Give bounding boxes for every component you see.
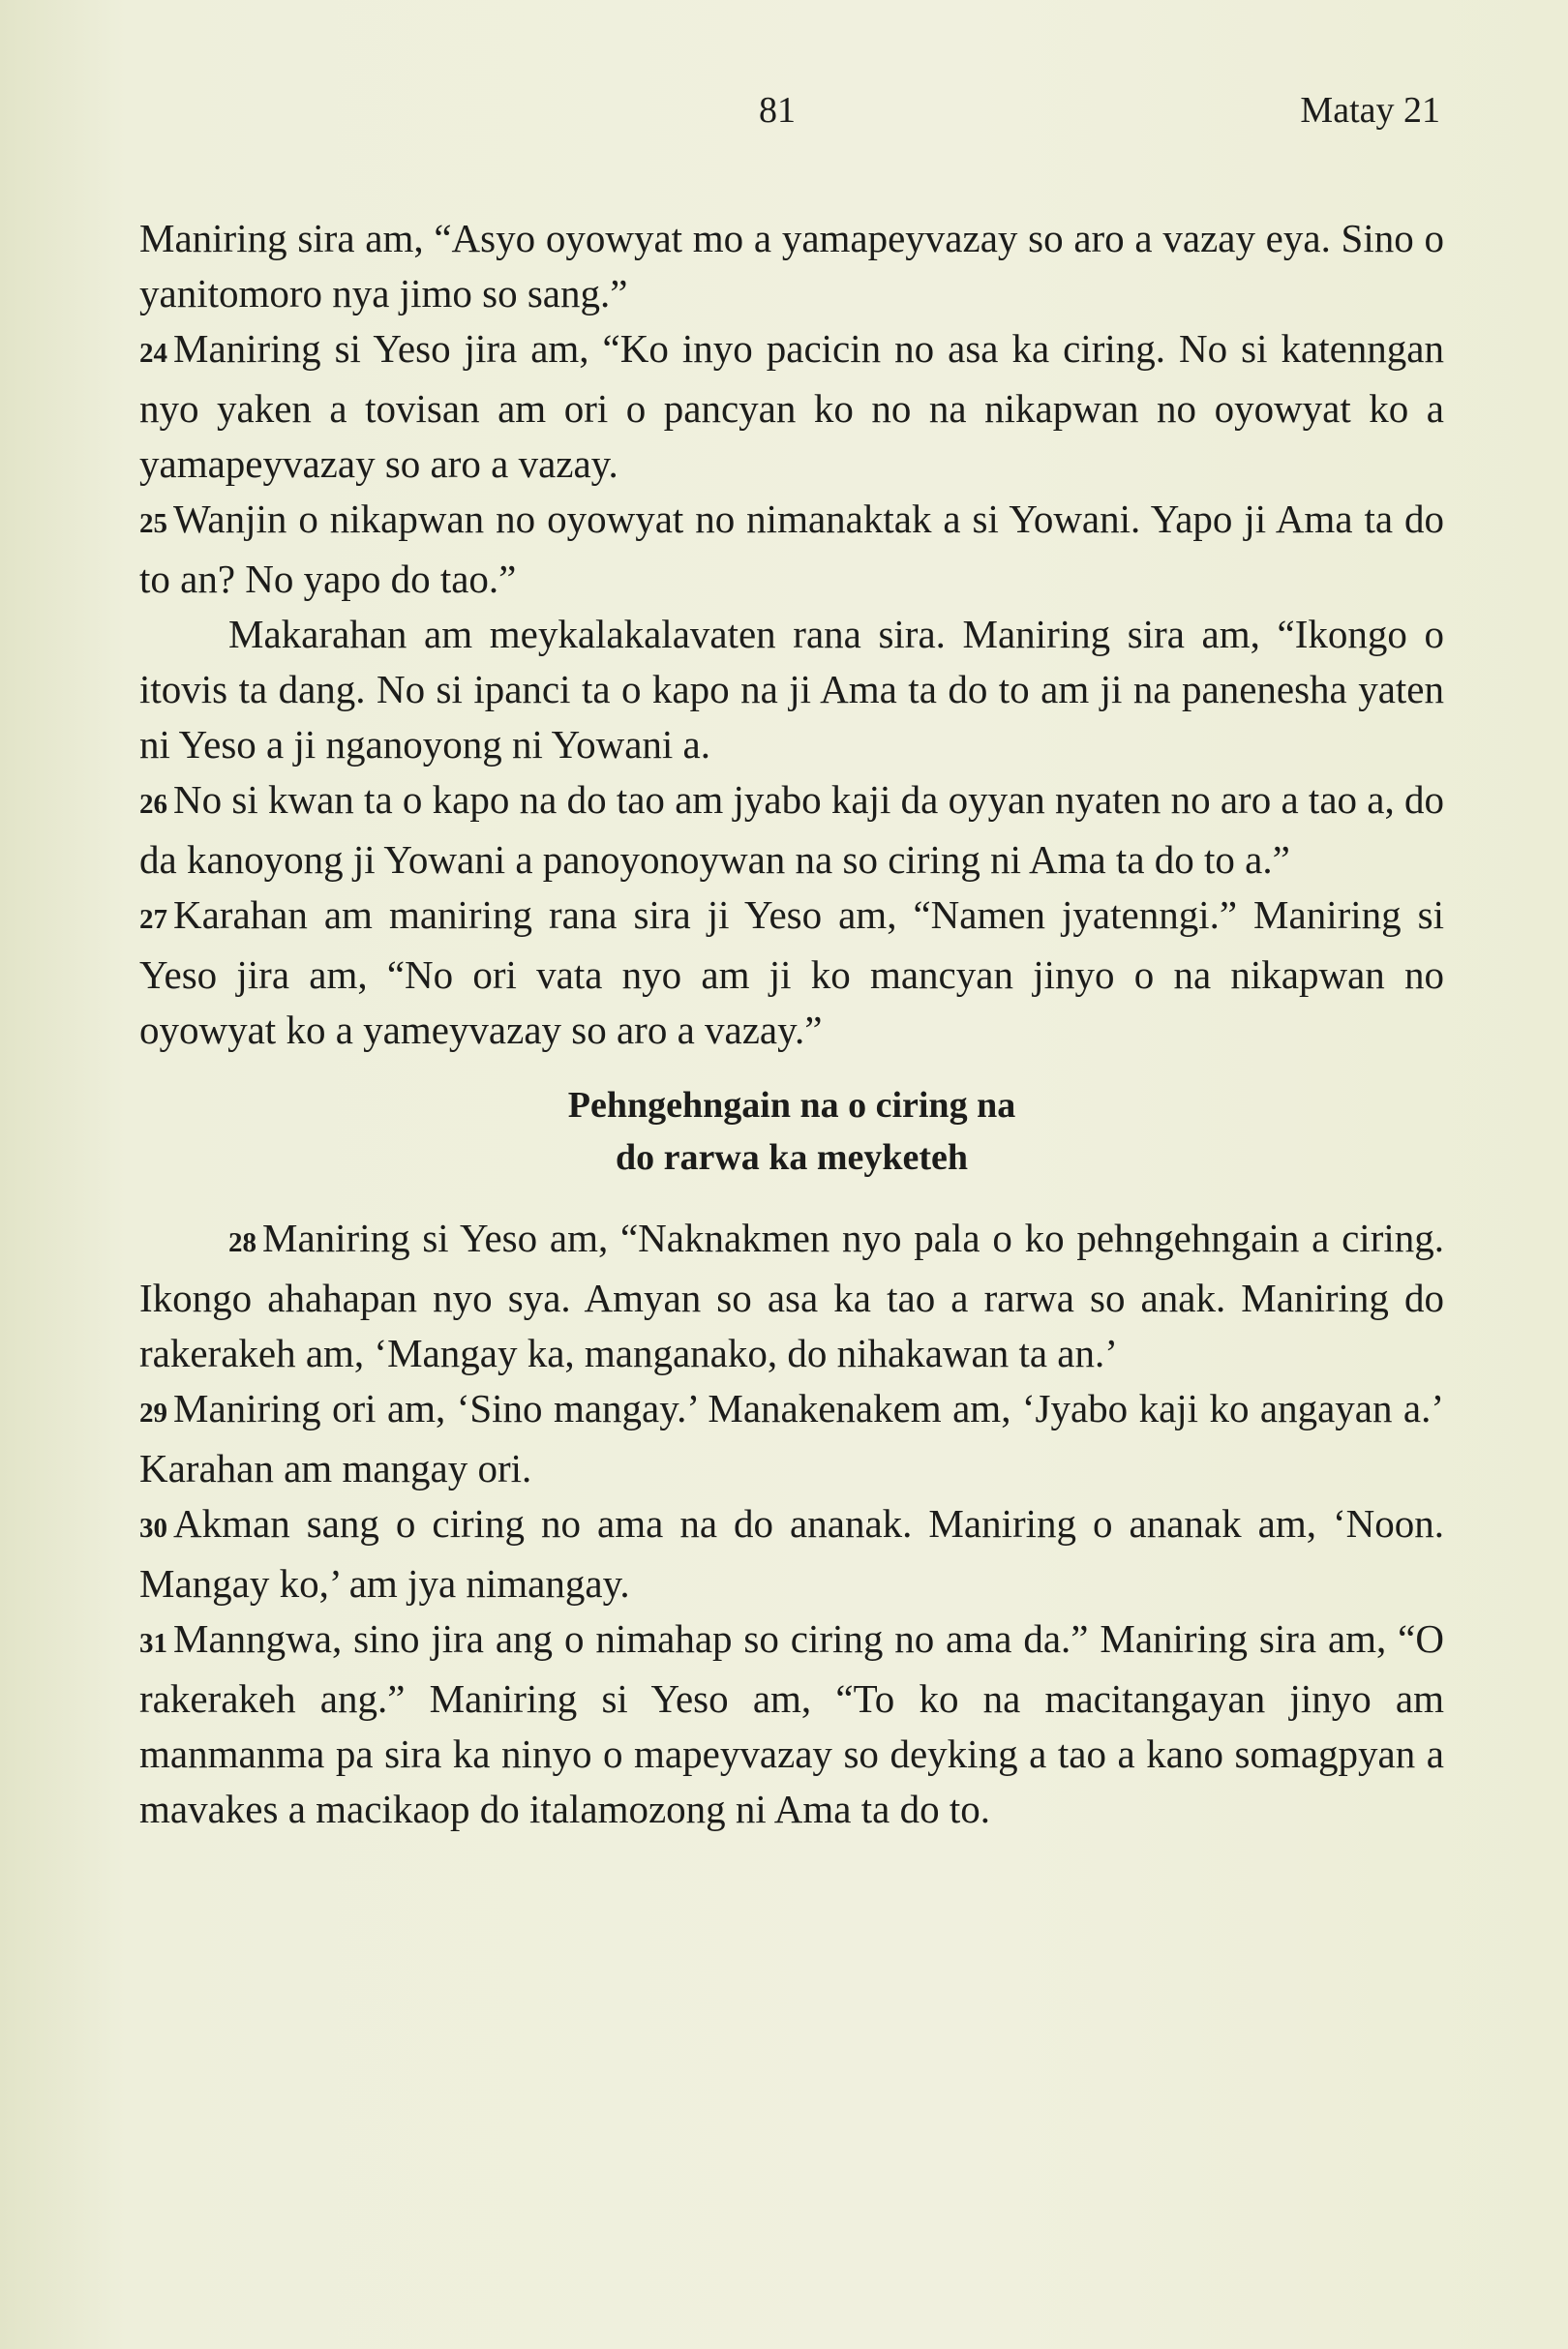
verse-text: Maniring si Yeso jira am, “Ko inyo pacicin no asa ka ciring. No si katenngan nyo yaken a tovisan am ori o pancyan ko no na nikapwan no oyowyat ko a yamapeyvazay so aro a vazay. <box>139 326 1444 486</box>
verse-text: Maniring ori am, ‘Sino mangay.’ Manakenakem am, ‘Jyabo kaji ko angayan a.’ Karahan am mangay ori. <box>139 1386 1444 1491</box>
verse-paragraph <box>139 1211 1444 1381</box>
running-head: Matay 21 <box>1300 90 1440 131</box>
section-heading-line: Pehngehngain na o ciring na <box>567 1085 1016 1126</box>
verse-paragraph <box>139 1381 1444 1496</box>
paragraph <box>139 607 1444 772</box>
verse-text: No si kwan ta o kapo na do tao am jyabo kaji da oyyan nyaten no aro a tao a, do da kanoyong ji Yowani a panoyonoywan na so ciring ni Ama ta do to a.” <box>139 777 1444 882</box>
verse-text: Maniring si Yeso am, “Naknakmen nyo pala o ko pehngehngain a ciring. Ikongo ahahapan nyo sya. Amyan so asa ka tao a rarwa so anak. Maniring do rakerakeh am, ‘Mangay ka, manganako, do nihakawan ta an.’ <box>139 1216 1444 1375</box>
verse-text: Wanjin o nikapwan no oyowyat no nimanaktak a si Yowani. Yapo ji Ama ta do to an? No yapo do tao.” <box>139 497 1444 601</box>
verse-number: 29 <box>139 1398 167 1429</box>
paragraph-text: Maniring sira am, “Asyo oyowyat mo a yamapeyvazay so aro a vazay eya. Sino o yanitomoro nya jimo so sang.” <box>139 216 1444 316</box>
verse-paragraph <box>139 492 1444 607</box>
verse-number: 31 <box>139 1628 167 1659</box>
paragraph <box>139 211 1444 321</box>
paragraph-text: Makarahan am meykalakalavaten rana sira. Maniring sira am, “Ikongo o itovis ta dang. No si ipanci ta o kapo na ji Ama ta do to am ji na panenesha yaten ni Yeso a ji nganoyong ni Yowani a. <box>139 612 1444 767</box>
verse-paragraph <box>139 772 1444 888</box>
verse-number: 26 <box>139 789 167 820</box>
verse-paragraph <box>139 1611 1444 1837</box>
verse-number: 24 <box>139 338 167 369</box>
verse-paragraph <box>139 321 1444 492</box>
verse-text: Karahan am maniring rana sira ji Yeso am, “Namen jyatenngi.” Maniring si Yeso jira am, “No ori vata nyo am ji ko mancyan jinyo o na nikapwan no oyowyat ko a yameyvazay so aro a vazay.” <box>139 892 1444 1052</box>
scripture-text <box>139 211 1444 1837</box>
verse-number: 25 <box>139 508 167 539</box>
verse-number: 27 <box>139 904 167 935</box>
page-number: 81 <box>759 90 796 131</box>
page-header <box>0 89 1568 147</box>
verse-paragraph <box>139 888 1444 1058</box>
section-heading <box>139 1079 1444 1184</box>
verse-text: Manngwa, sino jira ang o nimahap so ciring no ama da.” Maniring sira am, “O rakerakeh ang.” Maniring si Yeso am, “To ko na macitangayan jinyo am manmanma pa sira ka ninyo o mapeyvazay so deyking a tao a kano somagpyan a mavakes a macikaop do italamozong ni Ama ta do to. <box>139 1616 1444 1831</box>
verse-paragraph <box>139 1496 1444 1611</box>
verse-number: 30 <box>139 1513 167 1544</box>
verse-text: Akman sang o ciring no ama na do ananak. Maniring o ananak am, ‘Noon. Mangay ko,’ am jya nimangay. <box>139 1501 1444 1606</box>
verse-number: 28 <box>228 1227 256 1258</box>
section-heading-line: do rarwa ka meyketeh <box>615 1137 969 1178</box>
